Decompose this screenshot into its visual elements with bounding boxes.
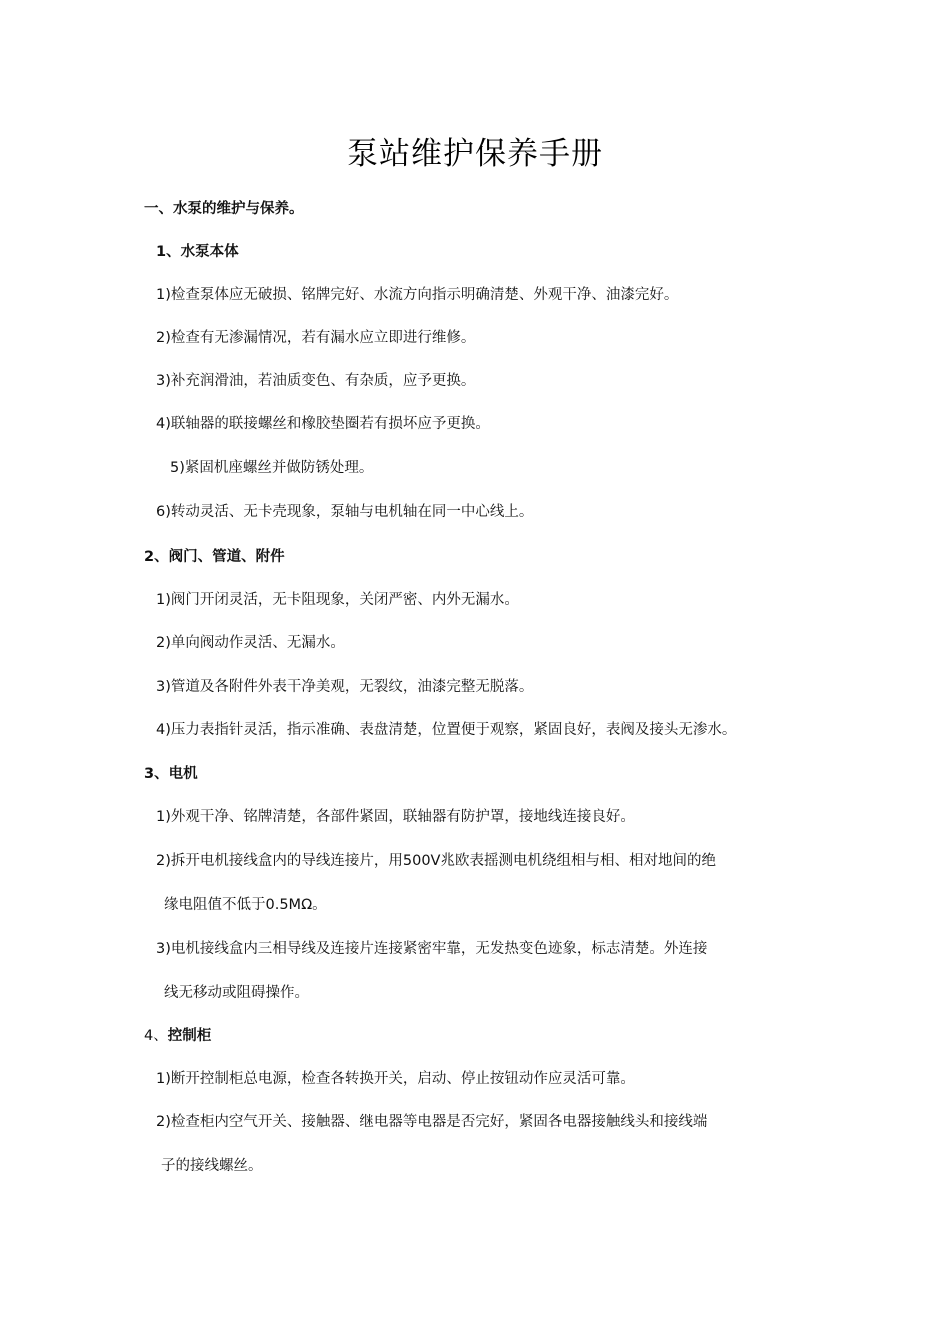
list-item: 5)紧固机座螺丝并做防锈处理。 xyxy=(170,460,374,476)
list-item: 2)拆开电机接线盒内的导线连接片，用500V兆欧表摇测电机绕组相与相、相对地间的绝 xyxy=(156,853,716,869)
list-item-continuation: 子的接线螺丝。 xyxy=(161,1158,263,1174)
subsection-heading-row xyxy=(144,1026,211,1046)
list-item: 1)外观干净、铭牌清楚，各部件紧固，联轴器有防护罩，接地线连接良好。 xyxy=(156,809,635,825)
section-heading: 一、水泵的维护与保养。 xyxy=(144,201,304,217)
list-item: 2)检查有无渗漏情况，若有漏水应立即进行维修。 xyxy=(156,330,476,346)
list-item: 4)联轴器的联接螺丝和橡胶垫圈若有损坏应予更换。 xyxy=(156,416,490,432)
list-item: 3)补充润滑油，若油质变色、有杂质，应予更换。 xyxy=(156,373,476,389)
list-item: 1)断开控制柜总电源，检查各转换开关，启动、停止按钮动作应灵活可靠。 xyxy=(156,1071,635,1087)
list-item-continuation: 缘电阻值不低于0.5MΩ。 xyxy=(164,897,327,913)
list-item-continuation: 线无移动或阻碍操作。 xyxy=(164,985,309,1001)
list-item: 3)管道及各附件外表干净美观，无裂纹，油漆完整无脱落。 xyxy=(156,679,534,695)
subsection-heading: 2、阀门、管道、附件 xyxy=(144,549,285,565)
list-item: 3)电机接线盒内三相导线及连接片连接紧密牢靠，无发热变色迹象，标志清楚。外连接 xyxy=(156,941,708,957)
subsection-heading: 1、水泵本体 xyxy=(156,244,239,260)
list-item: 2)单向阀动作灵活、无漏水。 xyxy=(156,635,345,651)
document-title: 泵站维护保养手册 xyxy=(347,136,603,172)
list-item: 6)转动灵活、无卡壳现象，泵轴与电机轴在同一中心线上。 xyxy=(156,504,534,520)
list-item: 1)阀门开闭灵活，无卡阻现象，关闭严密、内外无漏水。 xyxy=(156,592,519,608)
list-item: 1)检查泵体应无破损、铭牌完好、水流方向指示明确清楚、外观干净、油漆完好。 xyxy=(156,287,679,303)
subsection-number: 4、 xyxy=(144,1028,168,1044)
list-item: 4)压力表指针灵活，指示准确、表盘清楚，位置便于观察，紧固良好，表阀及接头无渗水。 xyxy=(156,722,737,738)
subsection-heading: 控制柜 xyxy=(167,1028,212,1044)
subsection-heading: 3、电机 xyxy=(144,766,198,782)
list-item: 2)检查柜内空气开关、接触器、继电器等电器是否完好，紧固各电器接触线头和接线端 xyxy=(156,1114,708,1130)
